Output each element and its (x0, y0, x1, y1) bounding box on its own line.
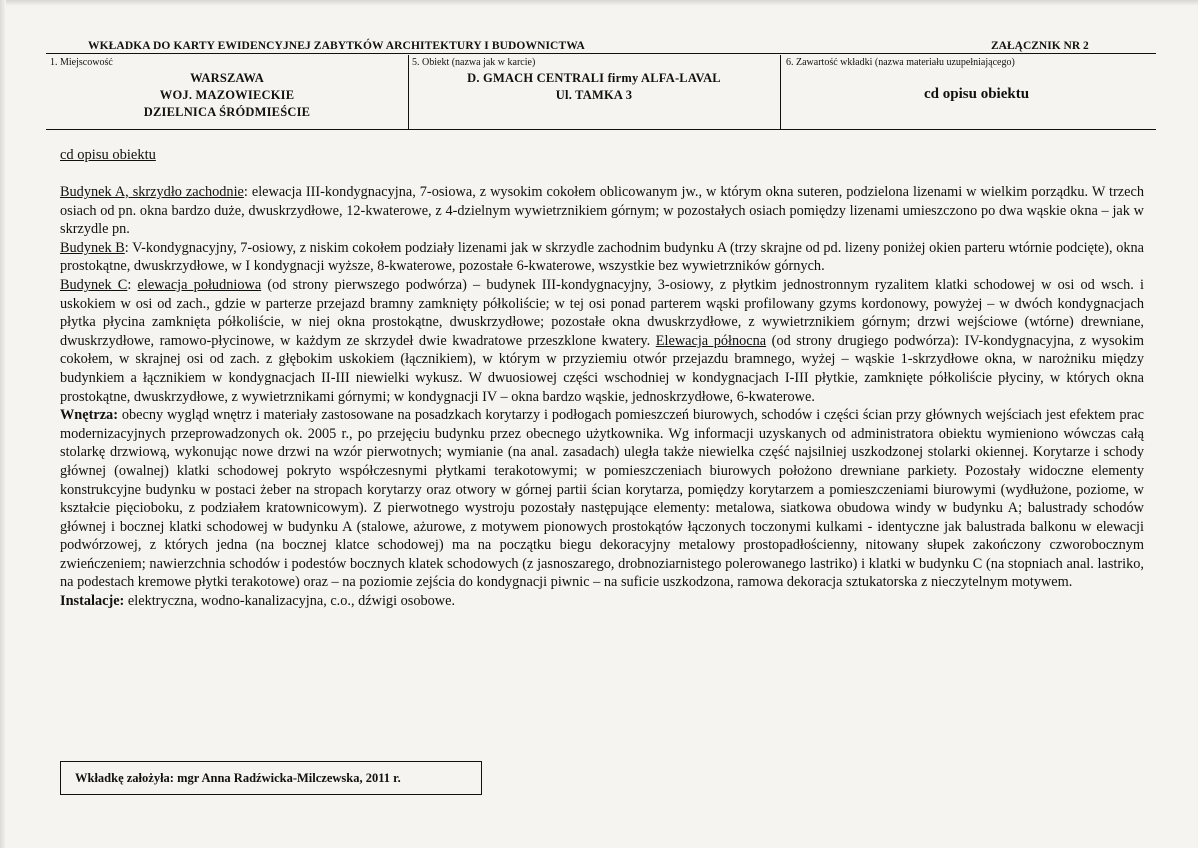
attachment-number: ZAŁĄCZNIK NR 2 (991, 40, 1089, 52)
installations-text: elektryczna, wodno-kanalizacyjna, c.o., dźwigi osobowe. (124, 593, 456, 610)
building-b-label: Budynek B (60, 239, 125, 256)
scan-edge-left (0, 0, 6, 848)
building-a-label: Budynek A, skrzydło zachodnie (60, 184, 244, 200)
building-b-text: : V-kondygnacyjny, 7-osiowy, z niskim cokołem podziały lizenami jak w skrzydle zachodnim budynku A (trzy skrajne od pd. lizeny poniżej okien parteru wtórnie podcięte), okna prostokątne, dwuskrzydłowe, w I kondygnacji wyższe, 8-kwaterowe, pozostałe 6-kwaterowe, wszystkie bez wywietrzników górnych. (60, 239, 1144, 275)
interior-paragraph (60, 406, 1144, 592)
location-line-1: WARSZAWA (190, 71, 264, 85)
location-label: 1. Miejscowość (50, 57, 113, 68)
building-c-text-1: (od strony pierwszego podwórza) – budynek III-kondygnacyjny, 3-osiowy, z płytkim jednostronnym ryzalitem klatki schodowej w osi od wsch. i uskokiem w osi od zach., gdzie w parterze przejazd bramny zamknięty półkoliście; w tej osi ponad parterem wąski profilowany gzyms kordonowy, powyżej – w dwóch kondygnacjach płytka płycina zamknięta półkoliście, w niej okna prostokątne, dwuskrzydłowe; pozostałe okna dwuskrzydłowe, z wywietrznikiem górnym; drzwi wejściowe (wtórne) drewniane, dwuskrzydłowe, ramowo-płycinowe, w każdym ze skrzydeł dwie kwadratowe przeszklone kwatery. (60, 276, 1145, 349)
header-rule (46, 53, 1156, 54)
author-box (60, 761, 482, 795)
location-line-2: WOJ. MAZOWIECKIE (159, 88, 295, 102)
building-b-paragraph (60, 239, 1144, 276)
north-elevation-label: Elewacja północna (655, 332, 767, 349)
building-c-text-2: (od strony drugiego podwórza): IV-kondygnacyjna, z wysokim cokołem, w skrajnej osi od zach. z głębokim uskokiem (łącznikiem), w którym w przyziemiu otwór przejazdu bramnego, wyżej – wąskie 1-skrzydłowe okna, w narożniku między budynkiem a łącznikiem w kondygnacjach II-III niewielki wykusz. W dwuosiowej części wschodniej w kondygnacjach I-III płytkie, zamknięte półkoliście płyciny, w których okna prostokątne, dwuskrzydłowe, z wywietrznikami górnymi; w kondygnacji IV – okna bardzo wąskie, jednoskrzydłowe, 6-kwaterowe. (60, 332, 1144, 405)
building-c-separator: : (127, 276, 138, 293)
header-table (46, 55, 1156, 130)
building-a-text: : elewacja III-kondygnacyjna, 7-osiowa, z wysokim cokołem oblicowanym jw., w którym okna suteren, podzielona lizenami w wielkim porządku. W trzech osiach od pn. okna bardzo duże, dwuskrzydłowe, 12-kwaterowe, z 4-dzielnym wywietrznikiem górnym; w pozostałych osiach pomiędzy lizenami umieszczono po dwa wąskie okna – jak w skrzydle pn. (60, 184, 1144, 238)
building-c-paragraph (60, 276, 1144, 406)
description-body (60, 183, 1144, 611)
form-title: WKŁADKA DO KARTY EWIDENCYJNEJ ZABYTKÓW ARCHITEKTURY I BUDOWNICTWA (88, 40, 585, 52)
column-divider (780, 55, 781, 129)
object-label: 5. Obiekt (nazwa jak w karcie) (412, 57, 536, 68)
object-line-2: Ul. TAMKA 3 (555, 88, 633, 102)
interior-label: Wnętrza: (60, 407, 118, 424)
building-a-paragraph (60, 183, 1144, 239)
building-c-label: Budynek C (60, 276, 128, 293)
object-line-1: D. GMACH CENTRALI firmy ALFA-LAVAL (467, 71, 721, 85)
installations-label: Instalacje: (60, 593, 125, 610)
interior-text: obecny wygląd wnętrz i materiały zastosowane na posadzkach korytarzy i podłogach pomieszczeń biurowych, schodów i części ścian przy głównych wejściach jest efektem prac modernizacyjnych przeprowadzonych ok. 2005 r., po przejęciu budynku przez obecnego użytkownika. Wg informacji uzyskanych od administratora obiektu wymieniono wówczas całą stolarkę drzwiową, wykonując nowe drzwi na wzór pierwotnych; wymianie (na anal. zasadach) uległa także niewielka część najsilniej uszkodzonej stolarki okiennej. Korytarze i schody głównej (owalnej) klatki schodowej pokryto współczesnymi płytkami terakotowymi; w pomieszczeniach biurowych położono drewniane parkiety. Pozostały widoczne elementy konstrukcyjne budynku w postaci żeber na stropach korytarzy oraz otwory w górnej partii ścian korytarza, pomiędzy korytarzem a pomieszczeniami biurowymi (wydłużone, poziome, w kształcie pięcioboku, z podziałem kratownicowym). Z pierwotnego wystroju pozostały następujące elementy: metalowa, siatkowa obudowa windy w budynku A; balustrady schodów głównej i bocznej klatki schodowej w budynku A (stalowe, ażurowe, z motywem pionowych prostokątów łączonych toczonymi kulkami - identyczne jak balustrada balkonu w elewacji podwórzowej, z których jedna (na bocznej klatce schodowej) ma na początku biegu dekoracyjny metalowy prostopadłościenny, nitowany słupek zakończony czworobocznym zwieńczeniem; nawierzchnia schodów i podestów bocznych klatek schodowych (z jasnoszarego, drobnoziarnistego polerowanego lastriko) i klatki w budynku C (na stopniach anal. lastriko, na podestach kremowe płytki terakotowe) oraz – na poziomie zejścia do kondygnacji piwnic – na suficie uszkodzona, ramowa dekoracja sztukatorska z nieczytelnym motywem. (60, 407, 1144, 591)
content-value: cd opisu obiektu (924, 86, 1030, 102)
author-text: Wkładkę założyła: mgr Anna Radźwicka-Milczewska, 2011 r. (75, 771, 401, 785)
installations-paragraph (60, 592, 1144, 611)
scan-edge-top (0, 0, 1198, 6)
location-line-3: DZIELNICA ŚRÓDMIEŚCIE (143, 105, 311, 119)
section-title: cd opisu obiektu (60, 147, 156, 163)
south-elevation-label: elewacja południowa (137, 276, 262, 293)
content-label: 6. Zawartość wkładki (nazwa materiału uzupełniającego) (786, 57, 1015, 68)
